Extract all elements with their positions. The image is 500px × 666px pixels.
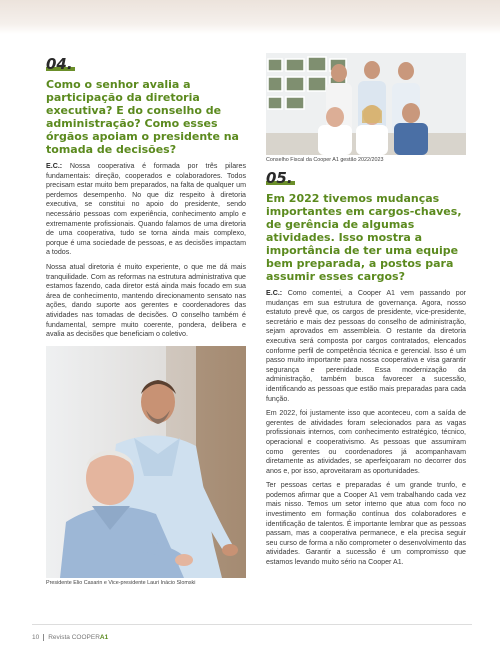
speaker-label: E.C.: [46, 162, 63, 170]
question-number: 05. [266, 169, 293, 187]
left-column [46, 56, 246, 587]
portrait-photo [46, 346, 246, 578]
page-footer [32, 630, 472, 644]
magazine-brand: Revista COOPERA1 [48, 633, 109, 641]
group-photo [266, 53, 466, 155]
answer-paragraph: Em 2022, foi justamente isso que aconteceu, com a saída de gerentes de atividades foram selecionados para as vagas profissionais internos, com conhecimento estratégico, técnico, operacional e cooperativismo. As pessoas que assumiram como gerentes ou coordenadores já acompanhavam diretamente as atividades, se aperfeiçoaram no decorrer dos anos e, por isso, aproveitaram as oportunidades. [266, 409, 466, 475]
answer-paragraph: Ter pessoas certas e preparadas é um grande trunfo, e podemos afirmar que a Cooper A1 vem trabalhando cada vez mais nisso. Temos um setor interno que atua com foco no investimento em formação contínua dos colaboradores e identificação de talentos. É importante lembrar que as pessoas passam, mas a cooperativa permanece, e ela precisa seguir seu curso de forma a não comprometer o desenvolvimento das atividades. Garantir a sucessão é um compromisso que estamos levando muito sério na Cooper A1. [266, 481, 466, 567]
photo-caption: Conselho Fiscal da Cooper A1 gestão 2022/2023 [266, 157, 384, 163]
photo-caption: Presidente Elio Casarin e Vice-presidente Lauri Inácio Slomski [46, 579, 196, 586]
photo-president-vice [46, 346, 246, 578]
page-number: 10 [32, 633, 40, 641]
top-decorative-band [0, 0, 500, 34]
question-number: 04. [46, 55, 73, 73]
question-title: Em 2022 tivemos mudanças importantes em cargos-chaves, de gerência de algumas atividades. Isso mostra a importância de ter uma equipe bem preparada, a postos para assumir esses cargos? [266, 192, 462, 283]
answer-paragraph: Nossa atual diretoria é muito experiente, o que me dá mais tranquilidade. Com as reformas na estrutura administrativa que estamos fazendo, cada diretor está ainda mais focado em sua área de conhecimento, mantendo direcionamento sensato nas ações, dando suporte aos gerentes e coordenadores das atividades nas tomadas de decisões. O conselho também é fundamental, sempre muito coerente, pondera, delibera e avalia as decisões que beneficiam o coletivo. [46, 262, 246, 339]
footer-rule [32, 624, 472, 625]
footer-divider [43, 634, 44, 641]
question-title: Como o senhor avalia a participação da diretoria executiva? E do conselho de administração? Como esses órgãos apoiam o presidente na tomada de decisões? [46, 78, 239, 156]
right-column [266, 53, 466, 573]
answer-paragraph: E.C.: Como comentei, a Cooper A1 vem passando por mudanças em sua estrutura de governança. Agora, nosso estatuto prevê que, os cargos de presidente, vice-presidente, secretário e mais dez pessoas do conselho de administração, sejam aprovados em assembleia. O restante da diretoria executiva será composta por cargos contratados, elencados conforme perfil de competência técnica e gerencial. Isso é um passo muito importante para nossa cooperativa e visa garantir segurança e perenidade. Essa modernização da administração, também busca favorecer a sucessão, identificando as pessoas que estão mais preparadas para cada função. [266, 289, 466, 403]
photo-conselho-fiscal [266, 53, 466, 155]
speaker-label: E.C.: [266, 289, 283, 297]
answer-paragraph: E.C.: Nossa cooperativa é formada por três pilares fundamentais: direção, cooperados e colaboradores. Todos precisam estar muito bem preparados, na falta de qualquer um perdemos desempenho. No que diz respeito à diretoria executiva, se constitui no apoio do presidente, sendo necessário pessoas com experiência, conhecimento amplo e extremamente profissionais. Quando falamos de uma diretoria de uma cooperativa, tudo se torna ainda mais complexo, porque é uma sociedade de pessoas, e as decisões impactam a todos. [46, 162, 246, 257]
